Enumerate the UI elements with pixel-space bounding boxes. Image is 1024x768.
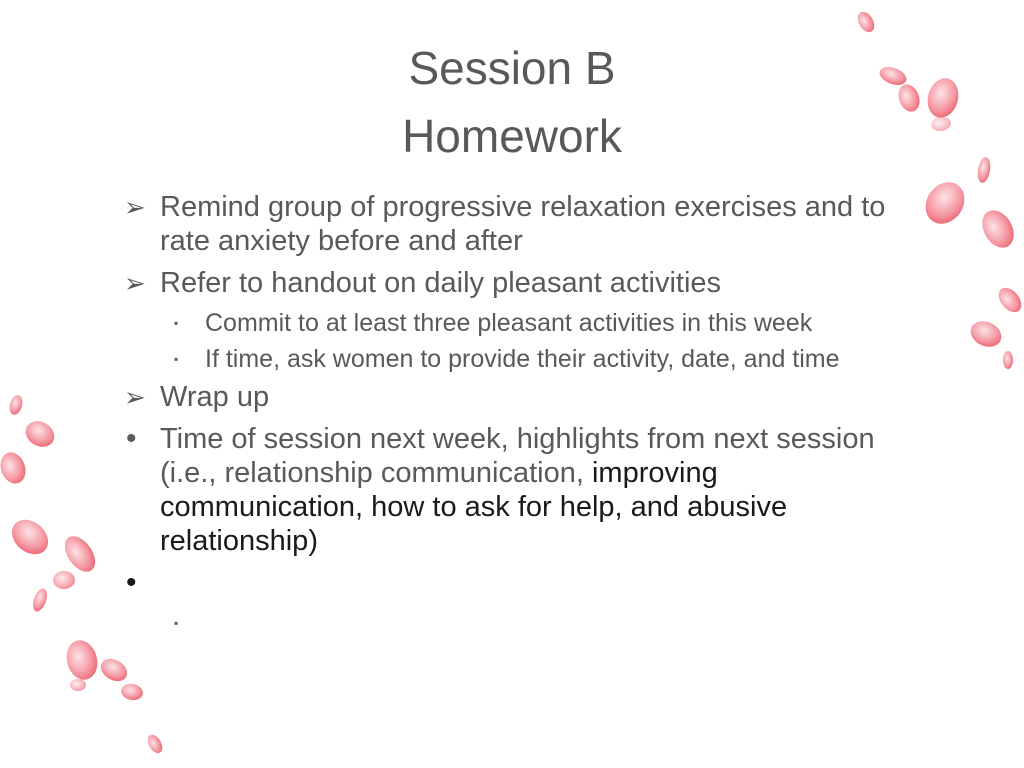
petal-icon: [145, 732, 165, 755]
petal-icon: [930, 115, 952, 132]
list-item: [122, 422, 922, 558]
petal-icon: [976, 205, 1020, 254]
petal-icon: [0, 449, 30, 487]
petal-icon: [21, 416, 59, 452]
sub-list-item: [122, 344, 922, 374]
slide-title: [200, 34, 824, 170]
list-item-text: Time of session next week, highlights from next session (i.e., relationship communication,: [160, 423, 875, 489]
petal-icon: [854, 9, 877, 35]
petal-icon: [70, 679, 86, 691]
petal-icon: [895, 81, 923, 114]
list-item-text-emphasis: improving communication, how to ask for help, and abusive relationship): [160, 457, 788, 557]
title-line-1: Session B: [408, 42, 616, 94]
empty-sub-list-item: [122, 608, 922, 638]
square-bullet-icon: ▪: [174, 616, 179, 630]
list-item-text: If time, ask women to provide their activity, date, and time: [205, 345, 840, 373]
list-item-text: Remind group of progressive relaxation exercises and to rate anxiety before and after: [160, 191, 886, 257]
list-item: [122, 266, 922, 300]
petal-icon: [976, 156, 992, 184]
petal-icon: [8, 394, 25, 416]
petal-icon: [30, 587, 49, 614]
petal-icon: [59, 531, 102, 578]
petal-icon: [120, 682, 144, 702]
slide-body: [122, 190, 922, 644]
dot-bullet-icon: •: [126, 422, 137, 455]
arrow-bullet-icon: ➢: [124, 268, 146, 298]
petal-icon: [877, 64, 909, 89]
petal-icon: [994, 283, 1024, 316]
square-bullet-icon: ▪: [174, 352, 179, 366]
list-item: [122, 380, 922, 414]
list-item-text: Refer to handout on daily pleasant activities: [160, 267, 722, 299]
petal-icon: [5, 513, 55, 562]
petal-icon: [1003, 351, 1013, 369]
petal-icon: [918, 175, 973, 232]
empty-list-item: [122, 566, 922, 600]
petal-icon: [97, 654, 131, 685]
arrow-bullet-icon: ➢: [124, 382, 146, 412]
sub-list-item: [122, 308, 922, 338]
dot-bullet-icon: •: [126, 566, 137, 599]
petal-icon: [966, 316, 1005, 351]
list-item-text: Commit to at least three pleasant activities in this week: [205, 309, 813, 337]
list-item: [122, 190, 922, 258]
list-item-text: Wrap up: [160, 381, 270, 413]
title-line-2: Homework: [402, 110, 622, 162]
petal-icon: [62, 637, 101, 683]
petal-icon: [53, 571, 75, 589]
square-bullet-icon: ▪: [174, 316, 179, 330]
arrow-bullet-icon: ➢: [124, 192, 146, 222]
petal-icon: [923, 75, 962, 121]
